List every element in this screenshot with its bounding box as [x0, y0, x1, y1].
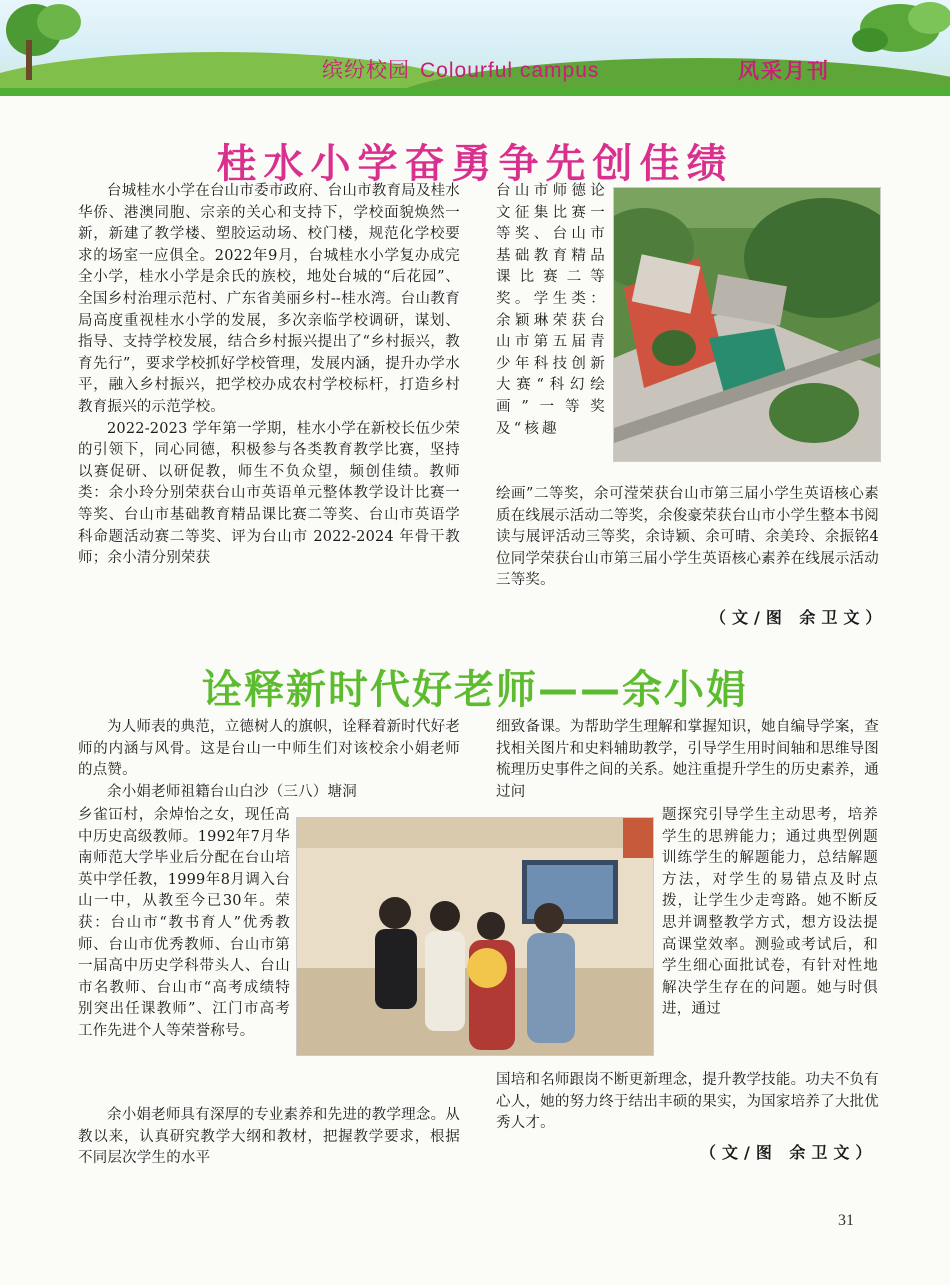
- article2-right-narrow: 题探究引导学生主动思考，培养学生的思辨能力；通过典型例题训练学生的解题能力，总结解题方法，对学生的易错点及时点拨，让学生少走弯路。她不断反思并调整教学方式，想方设法提高课堂效率。测验或考试后，和学生细心面批试卷，有针对性地解决学生存在的问题。她与时俱进，通过: [662, 807, 878, 1018]
- section-title-cn: 缤纷校园: [322, 58, 410, 82]
- article2-intro-block: [78, 717, 460, 803]
- section-title: [322, 54, 599, 84]
- issue-name: 风采月刊: [738, 59, 830, 83]
- teacher-group-photo: [296, 817, 654, 1056]
- banner-stripe: [0, 88, 950, 96]
- teacher-group-image: [297, 818, 653, 1055]
- article2-bio-first-line: 余小娟老师祖籍台山白沙（三八）塘洞: [107, 783, 357, 800]
- tree-decoration-icon: [830, 0, 950, 80]
- article1-paragraph: 台城桂水小学在台山市委市政府、台山市教育局及桂水华侨、港澳同胞、宗亲的关心和支持下，学校面貌焕然一新，新建了教学楼、塑胶运动场、校门楼，规范化学校要求的场室一应俱全。2022年9月，台城桂水小学复办成完全小学，桂水小学是余氏的族校，地处台城的“后花园”、全国乡村治理示范村、广东省美丽乡村--桂水湾。台山教育局高度重视桂水小学的发展，多次亲临学校调研，谋划、指导、支持学校发展，结合乡村振兴提出了“乡村振兴，教育先行”，要求学校抓好学校管理，发展内涵，提升办学水平，融入乡村振兴，把学校办成农村学校标杆，打造乡村教育振兴的示范学校。: [78, 183, 460, 415]
- article2-bio-column: [78, 805, 290, 1043]
- article2-intro: 为人师表的典范，立德树人的旗帜，诠释着新时代好老师的内涵与风骨。这是台山一中师生们对该校余小娟老师的点赞。: [78, 719, 460, 779]
- section-title-en: Colourful campus: [420, 59, 600, 82]
- tree-decoration-icon: [4, 0, 94, 80]
- article1-left-column: [78, 181, 460, 570]
- article2-bottom-paragraph-block: [78, 1105, 460, 1170]
- article2-right-top: 细致备课。为帮助学生理解和掌握知识，她自编导学案，查找相关图片和史料辅助教学，引导学生用时间轴和思维导图梳理历史事件之间的关系。她注重提升学生的历史素养，通过问: [496, 719, 879, 800]
- header-banner: [0, 0, 950, 96]
- article2-credit: （文/图 余卫文）: [700, 1143, 878, 1162]
- article1-paragraph: 2022-2023 学年第一学期，桂水小学在新校长伍少荣的引领下，同心同德，积极参与各类教育教学比赛，坚持以赛促研、以研促教，师生不负众望，频创佳绩。教师类：余小玲分别荣获台山市英语单元整体教学设计比赛一等奖、台山市基础教育精品课比赛二等奖、台山市英语学科命题活动赛二等奖、评为台山市 2022-2024 年骨干教师；余小清分别荣获: [78, 420, 460, 567]
- article1-narrow-column: [496, 181, 608, 440]
- article1-title: 桂水小学奋勇争先创佳绩: [216, 141, 734, 187]
- article2-right-top-block: [496, 717, 879, 803]
- article1-narrow-text: 台山市师德论文征集比赛一等奖、台山市基础教育精品课比赛二等奖。学生类：余颖琳荣获台山市第五届青少年科技创新大赛“科幻绘画”一等奖及“核趣: [496, 183, 608, 437]
- article2-bio: 乡雀冚村，余焯怡之女，现任高中历史高级教师。1992年7月华南师范大学毕业后分配在台山培英中学任教，1999年8月调入台山一中，从教至今已30年。荣获：台山市“教书育人”优秀教师、台山市优秀教师、台山市第一届高中历史学科带头人、台山市名教师、台山市“高考成绩特别突出任课教师”、江门市高考工作先进个人等荣誉称号。: [78, 807, 290, 1039]
- article1-credit: （文/图 余卫文）: [710, 608, 888, 627]
- article1-wide-text-block: [496, 484, 879, 592]
- page-number: 31: [838, 1212, 854, 1229]
- school-aerial-photo: [613, 187, 881, 462]
- article2-right-bottom: 国培和名师跟岗不断更新理念，提升教学技能。功夫不负有心人，她的努力终于结出丰硕的果实，为国家培养了大批优秀人才。: [496, 1072, 879, 1132]
- school-aerial-image: [614, 188, 880, 461]
- article2-title: 诠释新时代好老师——余小娟: [202, 667, 748, 713]
- article1-wide-text: 绘画”二等奖，余可滢荣获台山市第三届小学生英语核心素质在线展示活动二等奖，余俊豪荣获台山市小学生整本书阅读与展评活动三等奖，余诗颖、余可晴、余美玲、余振铭4位同学荣获台山市第三届小学生英语核心素养在线展示活动三等奖。: [496, 486, 879, 589]
- article2-right-bottom-block: [496, 1070, 879, 1135]
- article2-right-narrow-block: [662, 805, 878, 1021]
- article2-bottom-paragraph: 余小娟老师具有深厚的专业素养和先进的教学理念。从教以来，认真研究教学大纲和教材，把握教学要求，根据不同层次学生的水平: [78, 1107, 460, 1167]
